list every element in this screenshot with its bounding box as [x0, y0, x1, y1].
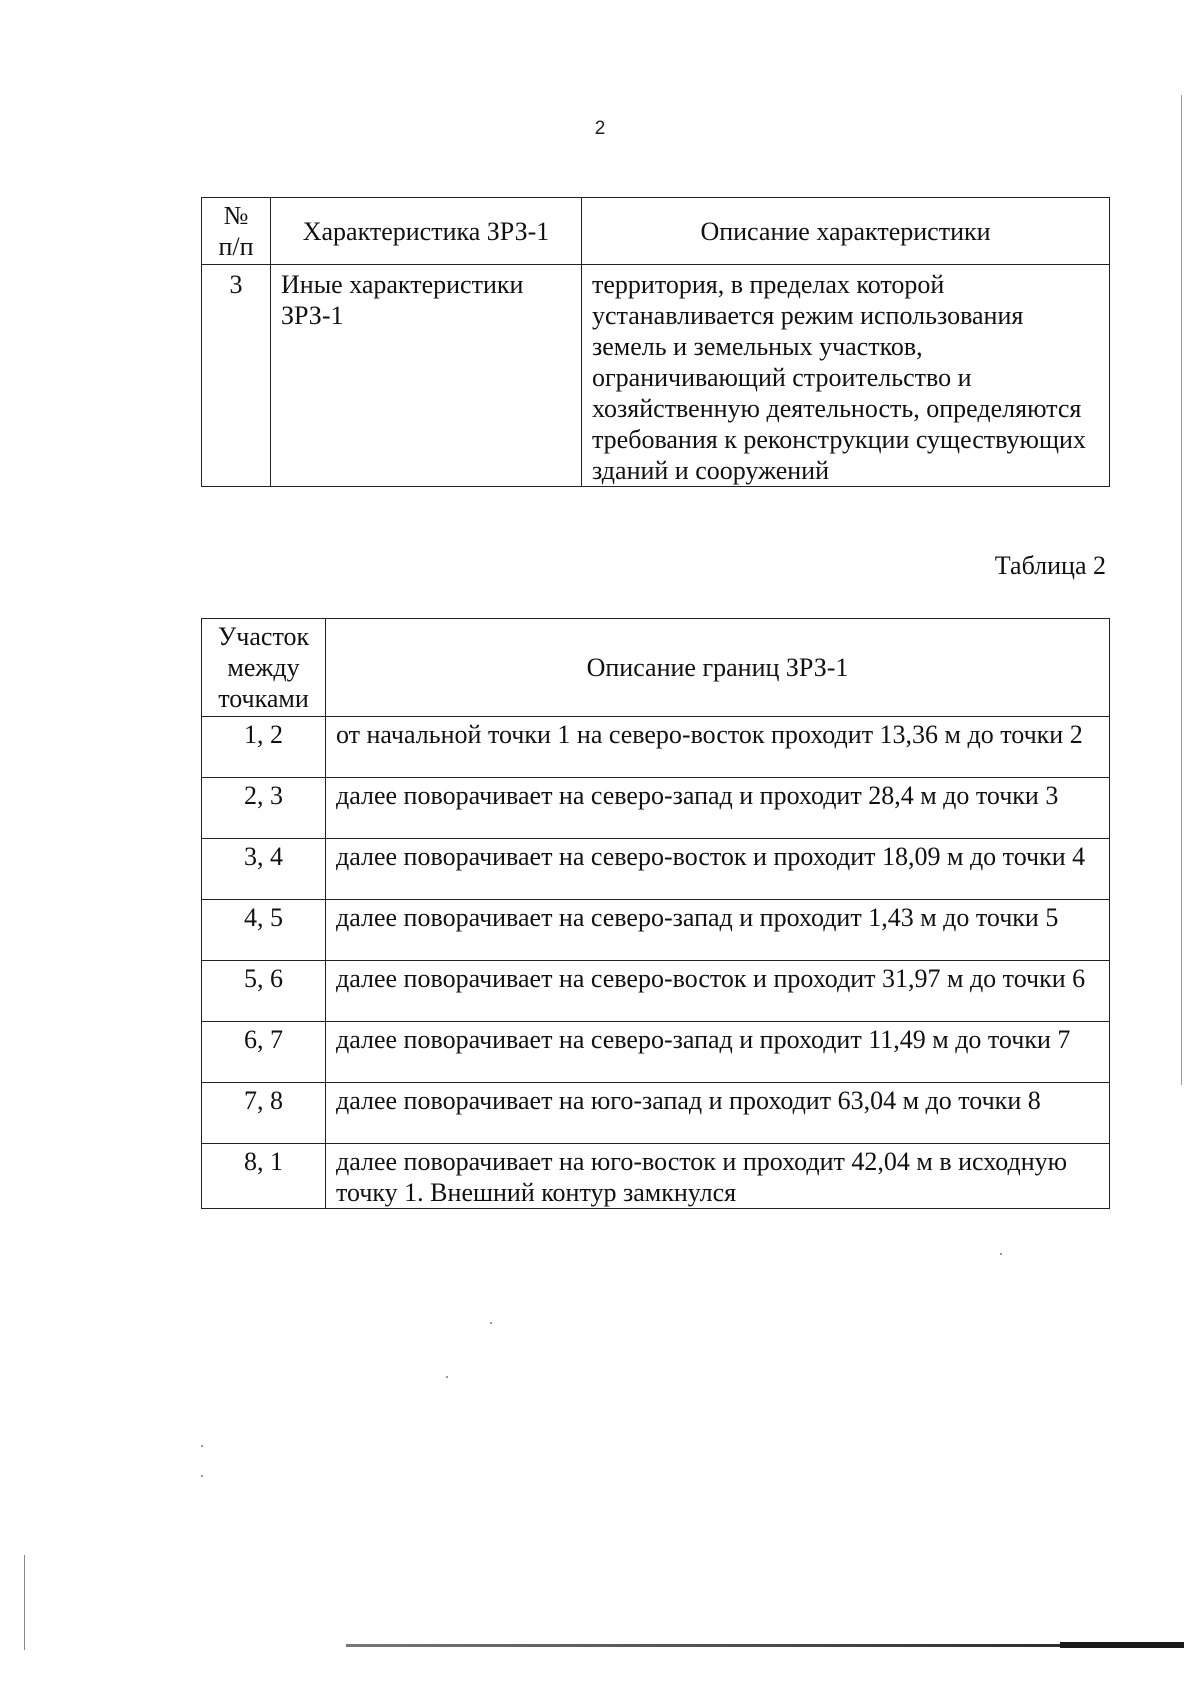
- table-row: [202, 265, 1110, 487]
- row-no: 3: [202, 265, 271, 487]
- description-cell: далее поворачивает на северо-запад и проходит 11,49 м до точки 7: [326, 1022, 1110, 1083]
- scan-speck: [446, 1376, 448, 1378]
- table-row: [202, 1083, 1110, 1144]
- scan-bottom-line: [346, 1644, 1184, 1647]
- scan-speck: [201, 1445, 203, 1447]
- segment-cell: 5, 6: [202, 961, 326, 1022]
- description-cell: от начальной точки 1 на северо-восток проходит 13,36 м до точки 2: [326, 717, 1110, 778]
- table-2-caption: Таблица 2: [994, 551, 1106, 580]
- segment-cell: 8, 1: [202, 1144, 326, 1209]
- boundaries-table: [201, 618, 1110, 1209]
- header-segment: Участок между точками: [202, 619, 326, 717]
- row-description: территория, в пределах которой устанавливается режим использования земель и земельных участков, ограничивающий строительство и хозяйственную деятельность, определяются требования к реконструкции существующих зданий и сооружений: [582, 265, 1110, 487]
- table-row: [202, 1144, 1110, 1209]
- table-row: [202, 961, 1110, 1022]
- header-no: [202, 198, 271, 265]
- header-no-line1: №: [223, 201, 249, 230]
- table-row: [202, 717, 1110, 778]
- page-number: 2: [594, 118, 606, 139]
- segment-cell: 4, 5: [202, 900, 326, 961]
- scan-speck: [1000, 1253, 1002, 1255]
- header-no-line2: п/п: [218, 232, 254, 261]
- segment-cell: 7, 8: [202, 1083, 326, 1144]
- header-characteristic: Характеристика ЗРЗ-1: [271, 198, 582, 265]
- table-header-row: [202, 619, 1110, 717]
- table-row: [202, 900, 1110, 961]
- header-description: Описание характеристики: [582, 198, 1110, 265]
- segment-cell: 2, 3: [202, 778, 326, 839]
- scan-speck: [201, 1475, 203, 1477]
- description-cell: далее поворачивает на северо-запад и проходит 1,43 м до точки 5: [326, 900, 1110, 961]
- segment-cell: 3, 4: [202, 839, 326, 900]
- description-cell: далее поворачивает на северо-запад и проходит 28,4 м до точки 3: [326, 778, 1110, 839]
- table-row: [202, 778, 1110, 839]
- table-header-row: [202, 198, 1110, 265]
- segment-cell: 6, 7: [202, 1022, 326, 1083]
- row-characteristic: Иные характеристики ЗРЗ-1: [271, 265, 582, 487]
- description-cell: далее поворачивает на северо-восток и проходит 18,09 м до точки 4: [326, 839, 1110, 900]
- description-cell: далее поворачивает на юго-восток и проходит 42,04 м в исходную точку 1. Внешний контур замкнулся: [326, 1144, 1110, 1209]
- scan-speck: [490, 1322, 492, 1324]
- scan-edge-line-left: [24, 1555, 25, 1650]
- segment-cell: 1, 2: [202, 717, 326, 778]
- characteristics-table: [201, 197, 1110, 487]
- table-row: [202, 1022, 1110, 1083]
- header-boundary-description: Описание границ ЗРЗ-1: [326, 619, 1110, 717]
- scan-edge-line-right: [1181, 95, 1182, 1085]
- description-cell: далее поворачивает на северо-восток и проходит 31,97 м до точки 6: [326, 961, 1110, 1022]
- description-cell: далее поворачивает на юго-запад и проходит 63,04 м до точки 8: [326, 1083, 1110, 1144]
- scan-bottom-line-thick: [1060, 1642, 1184, 1648]
- table-row: [202, 839, 1110, 900]
